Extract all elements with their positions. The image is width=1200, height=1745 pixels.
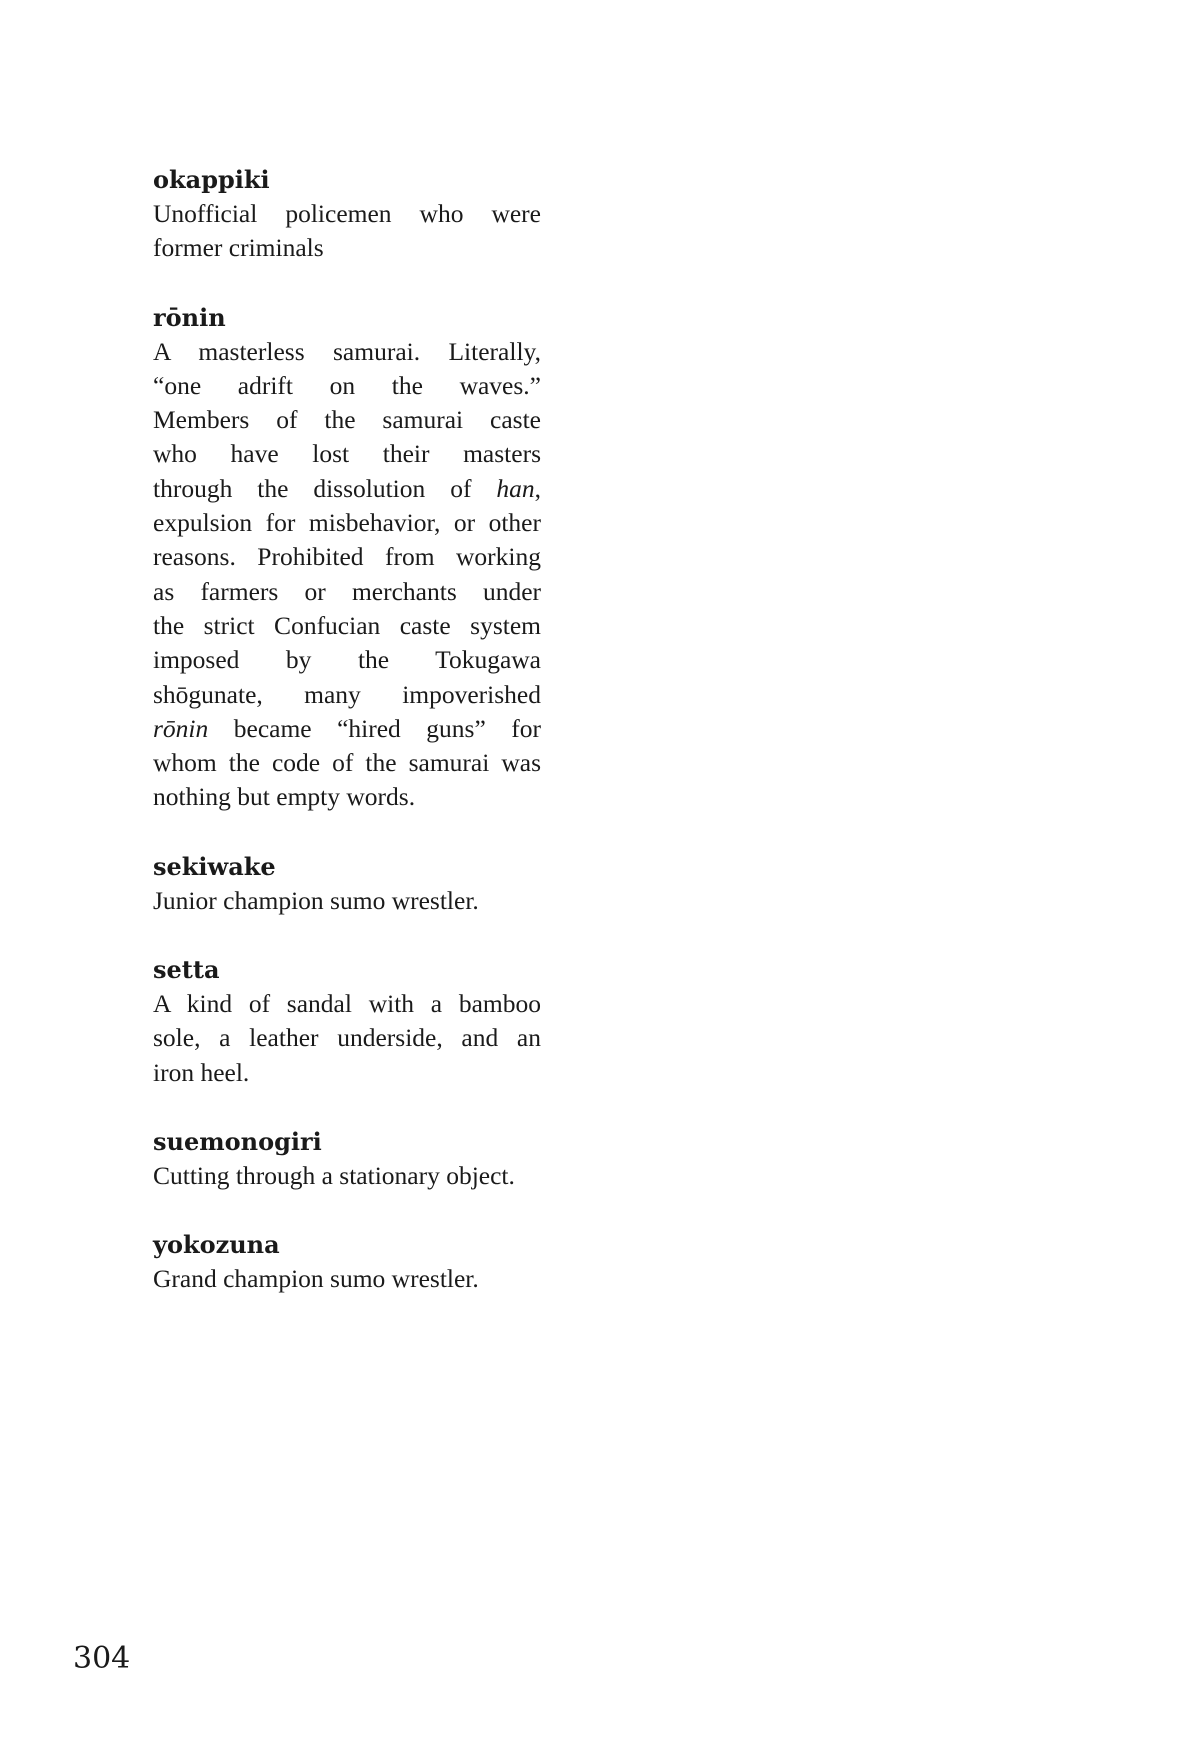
definition-line: imposed by the Tokugawa	[153, 645, 541, 675]
page-number: 304	[73, 1641, 131, 1676]
glossary-definition	[153, 197, 541, 266]
definition-line: Grand champion sumo wrestler.	[153, 1264, 479, 1294]
glossary-definition	[153, 1262, 541, 1296]
glossary-definition	[153, 335, 541, 815]
definition-line: Cutting through a stationary object.	[153, 1160, 515, 1190]
glossary-definition	[153, 884, 541, 918]
glossary-entry-setta	[153, 953, 541, 1090]
definition-line: Members of the samurai caste	[153, 405, 541, 435]
glossary-entry-ronin	[153, 301, 541, 815]
definition-line: expulsion for misbehavior, or other	[153, 508, 541, 538]
definition-line: sole, a leather underside, and an	[153, 1023, 541, 1053]
definition-line: the strict Confucian caste system	[153, 610, 541, 640]
glossary-entry-yokozuna	[153, 1228, 541, 1296]
definition-line: shōgunate, many impoverished	[153, 679, 541, 709]
definition-line: who have lost their masters	[153, 439, 541, 469]
definition-line: iron heel.	[153, 1057, 250, 1087]
glossary-term: okappiki	[153, 165, 270, 194]
definition-line: as farmers or merchants under	[153, 576, 541, 606]
glossary-entry-sekiwake	[153, 850, 541, 918]
glossary-entry-okappiki	[153, 163, 541, 266]
italic-term: rōnin	[153, 713, 209, 743]
glossary-term: suemonogiri	[153, 1126, 322, 1156]
definition-line: former criminals	[153, 233, 324, 263]
glossary-entry-suemonogiri	[153, 1125, 541, 1193]
glossary-list	[153, 163, 541, 1332]
definition-line: through the dissolution of han,	[153, 473, 541, 503]
definition-line: reasons. Prohibited from working	[153, 542, 541, 572]
italic-term: han	[496, 473, 535, 503]
glossary-term: yokozuna	[153, 1230, 280, 1260]
glossary-term: rōnin	[153, 302, 226, 332]
glossary-term: sekiwake	[153, 851, 276, 881]
definition-line: rōnin became “hired guns” for	[153, 713, 541, 743]
definition-line: nothing but empty words.	[153, 782, 416, 812]
glossary-term: setta	[153, 955, 220, 985]
definition-line: A kind of sandal with a bamboo	[153, 989, 541, 1019]
definition-line: Unofficial policemen who were	[153, 199, 541, 228]
definition-line: A masterless samurai. Literally,	[153, 336, 541, 366]
definition-line: whom the code of the samurai was	[153, 748, 541, 778]
definition-line: “one adrift on the waves.”	[153, 370, 541, 400]
glossary-definition	[153, 987, 541, 1090]
definition-line: Junior champion sumo wrestler.	[153, 885, 479, 915]
glossary-definition	[153, 1159, 541, 1193]
